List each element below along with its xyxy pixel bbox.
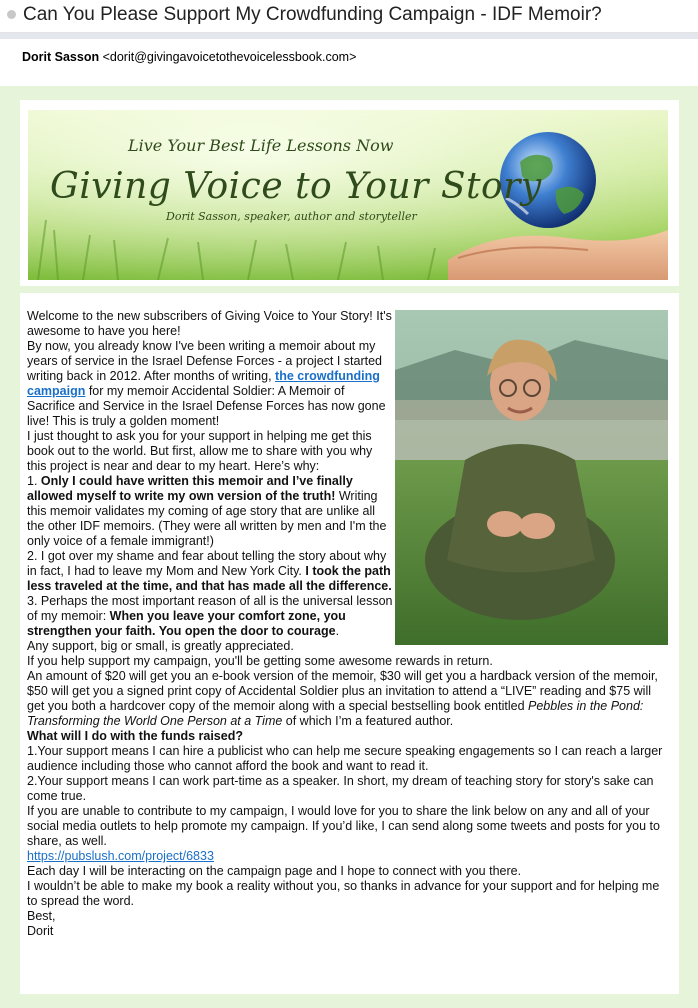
- reward-amounts-paragraph: [27, 669, 667, 729]
- rewards-line: If you help support my campaign, you'll be getting some awesome rewards in return.: [27, 654, 493, 668]
- campaign-paragraph: [27, 339, 394, 429]
- sender-row: [0, 39, 698, 85]
- ask-support-paragraph: I just thought to ask you for your support in helping me get this book out to the world. But first, allow me to share with you why this project is near and dear to my heart. Here’s why:: [27, 429, 373, 473]
- newsletter-banner: [28, 110, 668, 280]
- banner-title: Giving Voice to Your Story: [50, 166, 542, 207]
- reason-two-highlight: I took the path less traveled at the time, and that has made all the difference.: [27, 564, 392, 593]
- campaign-text-end: for my memoir Accidental Soldier: A Memoir of Sacrifice and Service in the Israel Defense Forces has now gone live! This is truly a golden moment!: [27, 384, 386, 428]
- thanks-paragraph: I wouldn’t be able to make my book a reality without you, so thanks in advance for your support and for helping me to spread the word.: [27, 879, 660, 908]
- email-subject-bar: [0, 0, 698, 33]
- sender: [22, 50, 356, 64]
- reward-amounts-end: of which I’m a featured author.: [282, 714, 454, 728]
- campaign-link-line: [27, 849, 667, 864]
- share-paragraph: If you are unable to contribute to my campaign, I would love for you to share the link below on any and all of your social media outlets to help promote my campaign. If you’d like, I can send along some tweets and posts for you to share, as well.: [27, 804, 660, 848]
- reason-two-text: 2. I got over my shame and fear about telling the story about why in fact, I had to leave my Mom and New York City.: [27, 549, 387, 578]
- banner-credits: Dorit Sasson, speaker, author and storyteller: [166, 210, 417, 223]
- funds-item-one: 1.Your support means I can hire a publicist who can help me secure speaking engagements so I can reach a larger audience including those who cannot afford the book and want to read it.: [27, 744, 663, 773]
- email-message: [27, 309, 667, 939]
- closing: Best,: [27, 909, 56, 923]
- reason-two: [27, 549, 394, 594]
- featured-book-title: Pebbles in the Pond: Transforming the World One Person at a Time: [27, 699, 644, 728]
- signature: Dorit: [27, 924, 54, 938]
- reason-three: [27, 594, 394, 639]
- funds-heading-text: What will I do with the funds raised?: [27, 729, 243, 743]
- pubslush-project-link[interactable]: https://pubslush.com/project/6833: [27, 849, 214, 863]
- reason-one-highlight: Only I could have written this memoir and I’ve finally allowed myself to write my own version of the truth!: [27, 474, 353, 503]
- funds-heading: [27, 729, 667, 744]
- crowdfunding-campaign-link[interactable]: the crowdfunding campaign: [27, 369, 380, 398]
- reason-one-number: 1.: [27, 474, 41, 488]
- sender-name[interactable]: Dorit Sasson: [22, 50, 100, 64]
- welcome-paragraph: Welcome to the new subscribers of Giving Voice to Your Story! It's awesome to have you here!: [27, 309, 392, 338]
- reason-three-highlight: When you leave your comfort zone, you strengthen your faith. You open the door to courage: [27, 609, 346, 638]
- support-line: Any support, big or small, is greatly appreciated.: [27, 639, 294, 653]
- funds-item-two: 2.Your support means I can work part-time as a speaker. In short, my dream of teaching story for story's sake can come true.: [27, 774, 654, 803]
- reward-amounts-text: An amount of $20 will get you an e-book version of the memoir, $30 will get you a hardback version of the memoir, $50 will get you a signed print copy of Accidental Soldier plus an invitation to attend a “LIVE” reading and $75 will get you both a hardcover copy of the memoir along with a special bestselling book entitled: [27, 669, 658, 713]
- banner-tagline: Live Your Best Life Lessons Now: [128, 136, 394, 155]
- campaign-text-start: By now, you already know I've been writing a memoir about my years of service in the Israel Defense Forces - a project I started writing back in 2012. After months of writing,: [27, 339, 383, 383]
- unread-dot-icon: [7, 10, 16, 19]
- sender-email[interactable]: <dorit@givingavoicetothevoicelessbook.com>: [102, 50, 357, 64]
- reason-three-text: 3. Perhaps the most important reason of all is the universal lesson of my memoir:: [27, 594, 393, 623]
- email-subject: Can You Please Support My Crowdfunding Campaign - IDF Memoir?: [23, 4, 602, 25]
- reason-one-text: Writing this memoir validates my coming of age story that are unlike all the other IDF memoirs. (They were all written by men and I'm the only voice of a female immigrant!): [27, 489, 387, 548]
- reason-one: [27, 474, 394, 549]
- reason-three-period: .: [335, 624, 340, 638]
- interact-paragraph: Each day I will be interacting on the campaign page and I hope to connect with you there.: [27, 864, 522, 878]
